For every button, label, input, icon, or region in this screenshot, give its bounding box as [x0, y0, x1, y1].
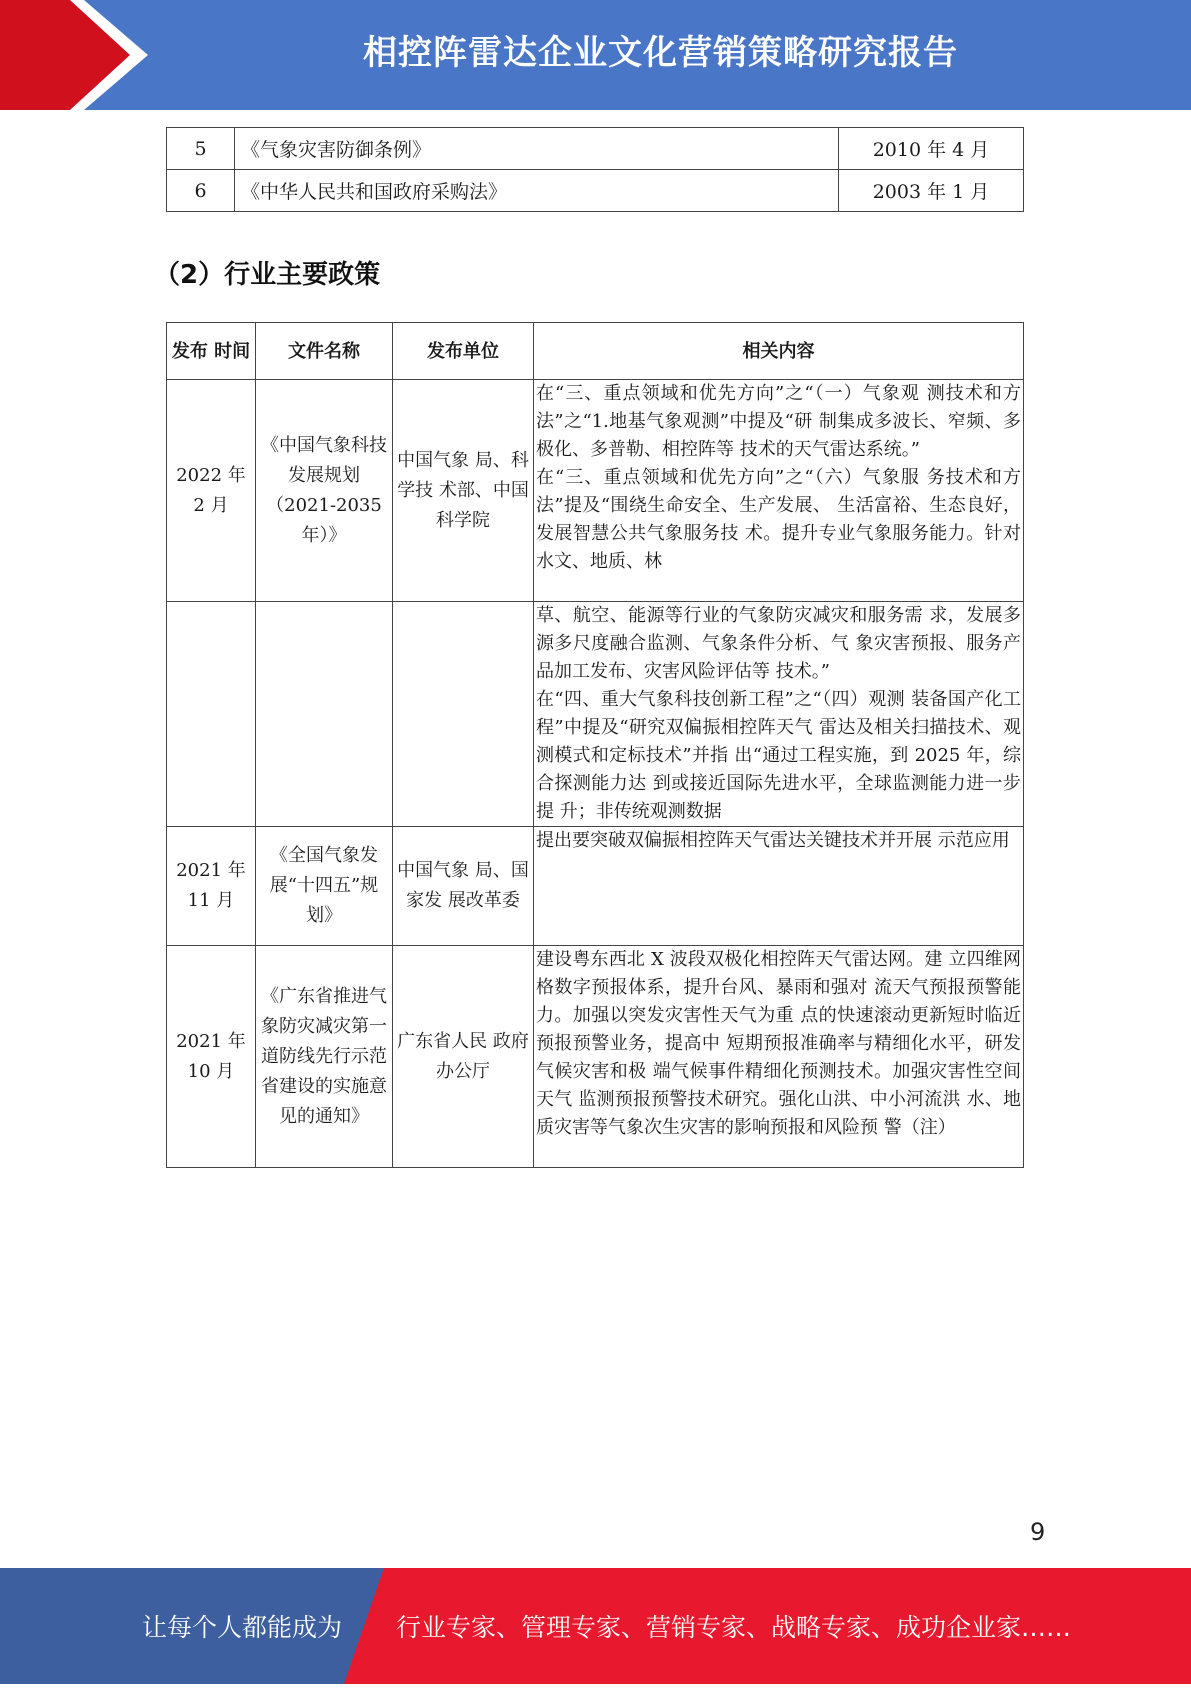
row-number: 5 [167, 128, 235, 170]
policy-issuer: 广东省人民 政府办公厅 [393, 946, 534, 1168]
table-row [167, 827, 1024, 946]
law-name: 《中华人民共和国政府采购法》 [235, 170, 839, 212]
law-date: 2010 年 4 月 [839, 128, 1024, 170]
content-paragraph: 建设粤东西北 X 波段双极化相控阵天气雷达网。建 立四维网格数字预报体系，提升台风、暴雨和强对 流天气预报预警能力。加强以突发灾害性天气为重 点的快速滚动更新短时临近预报预警业务，提高中 短期预报准确率与精细化水平，研发气候灾害和极 端气候事件精细化预测技术。加强灾害性空间天气 监测预报预警技术研究。强化山洪、中小河流洪 水、地质灾害等气象次生灾害的影响预报和风险预 警（注） [536, 949, 1021, 1138]
row-number: 6 [167, 170, 235, 212]
footer-slogan-left: 让每个人都能成为 [142, 1613, 343, 1642]
content-paragraph: 在“三、重点领域和优先方向”之“（六）气象服 务技术和方法”提及“围绕生命安全、生产发展、 生活富裕、生态良好，发展智慧公共气象服务技 术。提升专业气象服务能力。针对水文、地质、林 [536, 467, 1021, 572]
column-header-content: 相关内容 [534, 323, 1024, 380]
law-date: 2003 年 1 月 [839, 170, 1024, 212]
column-header-document: 文件名称 [256, 323, 393, 380]
content-paragraph: 草、航空、能源等行业的气象防灾减灾和服务需 求，发展多源多尺度融合监测、气象条件分析、气 象灾害预报、服务产品加工发布、灾害风险评估等 技术。” [536, 605, 1021, 682]
column-header-issuer: 发布单位 [393, 323, 534, 380]
policy-date [167, 602, 256, 827]
policy-content [534, 602, 1024, 827]
laws-table [166, 127, 1024, 212]
law-name: 《气象灾害防御条例》 [235, 128, 839, 170]
policy-document: 《广东省推进气象防灾减灾第一道防线先行示范省建设的实施意见的通知》 [256, 946, 393, 1168]
policy-document: 《中国气象科技发展规划（2021-2035 年）》 [256, 380, 393, 602]
table-row [167, 380, 1024, 602]
column-header-date: 发布 时间 [167, 323, 256, 380]
table-row [167, 602, 1024, 827]
section-heading: （2）行业主要政策 [154, 260, 381, 290]
report-title: 相控阵雷达企业文化营销策略研究报告 [363, 33, 958, 73]
content-paragraph: 提出要突破双偏振相控阵天气雷达关键技术并开展 示范应用 [536, 830, 1010, 851]
policy-document [256, 602, 393, 827]
policy-date: 2021 年 10 月 [167, 946, 256, 1168]
page-footer [0, 1568, 1191, 1684]
content-paragraph: 在“三、重点领域和优先方向”之“（一）气象观 测技术和方法”之“1.地基气象观测”中提及“研 制集成多波长、窄频、多极化、多普勒、相控阵等 技术的天气雷达系统。” [536, 383, 1021, 460]
content-paragraph: 在“四、重大气象科技创新工程”之“（四）观测 装备国产化工程”中提及“研究双偏振相控阵天气 雷达及相关扫描技术、观测模式和定标技术”并指 出“通过工程实施，到 2025 年，综合探测能力达 到或接近国际先进水平，全球监测能力进一步提 升；非传统观测数据 [536, 689, 1021, 822]
policy-issuer: 中国气象 局、科学技 术部、中国 科学院 [393, 380, 534, 602]
policy-issuer: 中国气象 局、国家发 展改革委 [393, 827, 534, 946]
policy-table [166, 322, 1024, 1168]
table-row [167, 128, 1024, 170]
table-row [167, 946, 1024, 1168]
table-row [167, 170, 1024, 212]
policy-issuer [393, 602, 534, 827]
page-header [0, 0, 1191, 110]
policy-content [534, 946, 1024, 1168]
header-chevron-decoration [0, 0, 150, 110]
policy-date: 2021 年 11 月 [167, 827, 256, 946]
policy-date: 2022 年 2 月 [167, 380, 256, 602]
policy-content [534, 827, 1024, 946]
policy-document: 《全国气象发展“十四五”规划》 [256, 827, 393, 946]
page-number: 9 [1030, 1518, 1046, 1546]
policy-content [534, 380, 1024, 602]
table-header-row [167, 323, 1024, 380]
footer-slogan-right: 行业专家、管理专家、营销专家、战略专家、成功企业家…… [396, 1613, 1072, 1642]
